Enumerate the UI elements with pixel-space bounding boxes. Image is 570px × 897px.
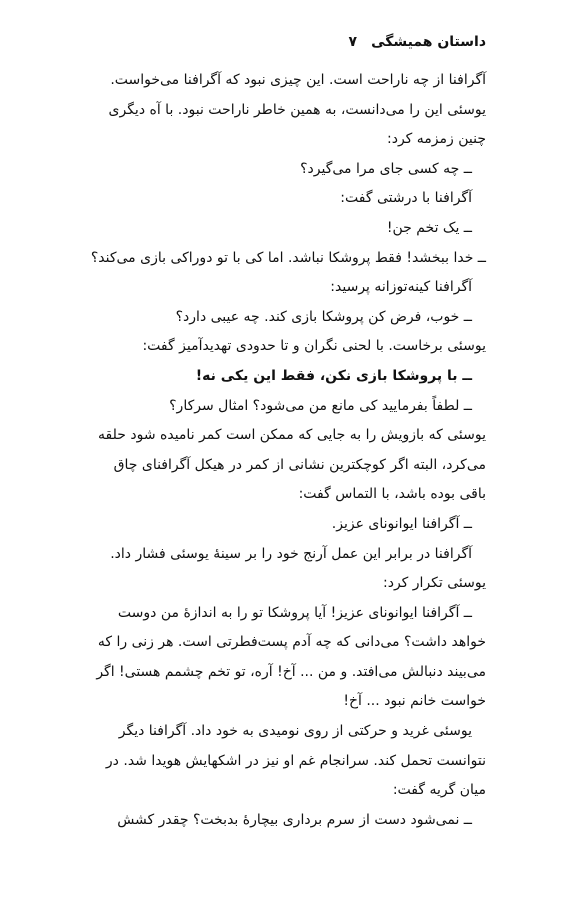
running-title: داستان همیشگی xyxy=(371,34,486,50)
text-line: ــ آگرافنا ایوانونای عزیز. xyxy=(331,515,472,532)
text-line: یوسئی برخاست. با لحنی نگران و تا حدودی تهدیدآمیز گفت: xyxy=(142,338,486,355)
text-line: آگرافنا با درشتی گفت: xyxy=(340,190,472,207)
text-line: می‌کرد، البته اگر کوچکترین نشانی از کمر در هیکل آگرافنای چاق xyxy=(113,456,486,473)
text-line: یوسئی غرید و حرکتی از روی نومیدی به خود داد. آگرافنا دیگر xyxy=(118,723,472,740)
text-line: نتوانست تحمل کند. سرانجام غم او نیز در اشکهایش هویدا شد. در xyxy=(105,752,486,769)
text-line: ــ آگرافنا ایوانونای عزیز! آیا پروشکا تو را به اندازهٔ من دوست xyxy=(117,604,472,621)
text-line: ــ با پروشکا بازی نکن، فقط این یکی نه! xyxy=(195,367,472,384)
text-line: آگرافنا از چه ناراحت است. این چیزی نبود که آگرافنا می‌خواست. xyxy=(110,72,486,88)
text-line: می‌بیند دنبالش می‌افتد. و من ... آخ! آره، تو تخم چشمم هستی! اگر xyxy=(96,663,486,680)
text-line: یوسئی تکرار کرد: xyxy=(383,575,486,592)
text-line: آگرافنا در برابر این عمل آرنج خود را بر سینهٔ یوسئی فشار داد. xyxy=(110,545,472,562)
text-line: آگرافنا کینه‌توزانه پرسید: xyxy=(330,279,472,296)
text-line: ــ نمی‌شود دست از سرم برداری بیچارهٔ بدبخت؟ چقدر کشش xyxy=(117,811,472,828)
text-line: ــ چه کسی جای مرا می‌گیرد؟ xyxy=(300,160,472,177)
text-line: خواست خانم نبود ... آخ! xyxy=(343,693,486,710)
page-body xyxy=(84,66,486,835)
text-line: ــ یک تخم جن! xyxy=(386,219,472,236)
text-line: باقی بوده باشد، با التماس گفت: xyxy=(298,486,486,503)
page-header xyxy=(84,30,486,54)
text-line: میان گریه گفت: xyxy=(392,782,486,799)
text-line: ــ لطفاً بفرمایید کی مانع من می‌شود؟ امثال سرکار؟ xyxy=(169,397,472,414)
text-line: چنین زمزمه کرد: xyxy=(387,131,486,148)
text-line: ــ خوب، فرض کن پروشکا بازی کند. چه عیبی دارد؟ xyxy=(175,308,472,325)
text-line: یوسئی این را می‌دانست، به همین خاطر ناراحت نبود. با آه دیگری xyxy=(108,101,486,118)
text-line: ــ خدا ببخشد! فقط پروشکا نباشد. اما کی با تو دوراکی بازی می‌کند؟ xyxy=(90,249,486,266)
text-line: یوسئی که بازویش را به جایی که ممکن است کمر نامیده شود حلقه xyxy=(98,427,486,444)
text-line: خواهد داشت؟ می‌دانی که چه آدم پست‌فطرتی است. هر زنی را که xyxy=(97,634,486,651)
page-number: ۷ xyxy=(348,34,358,50)
